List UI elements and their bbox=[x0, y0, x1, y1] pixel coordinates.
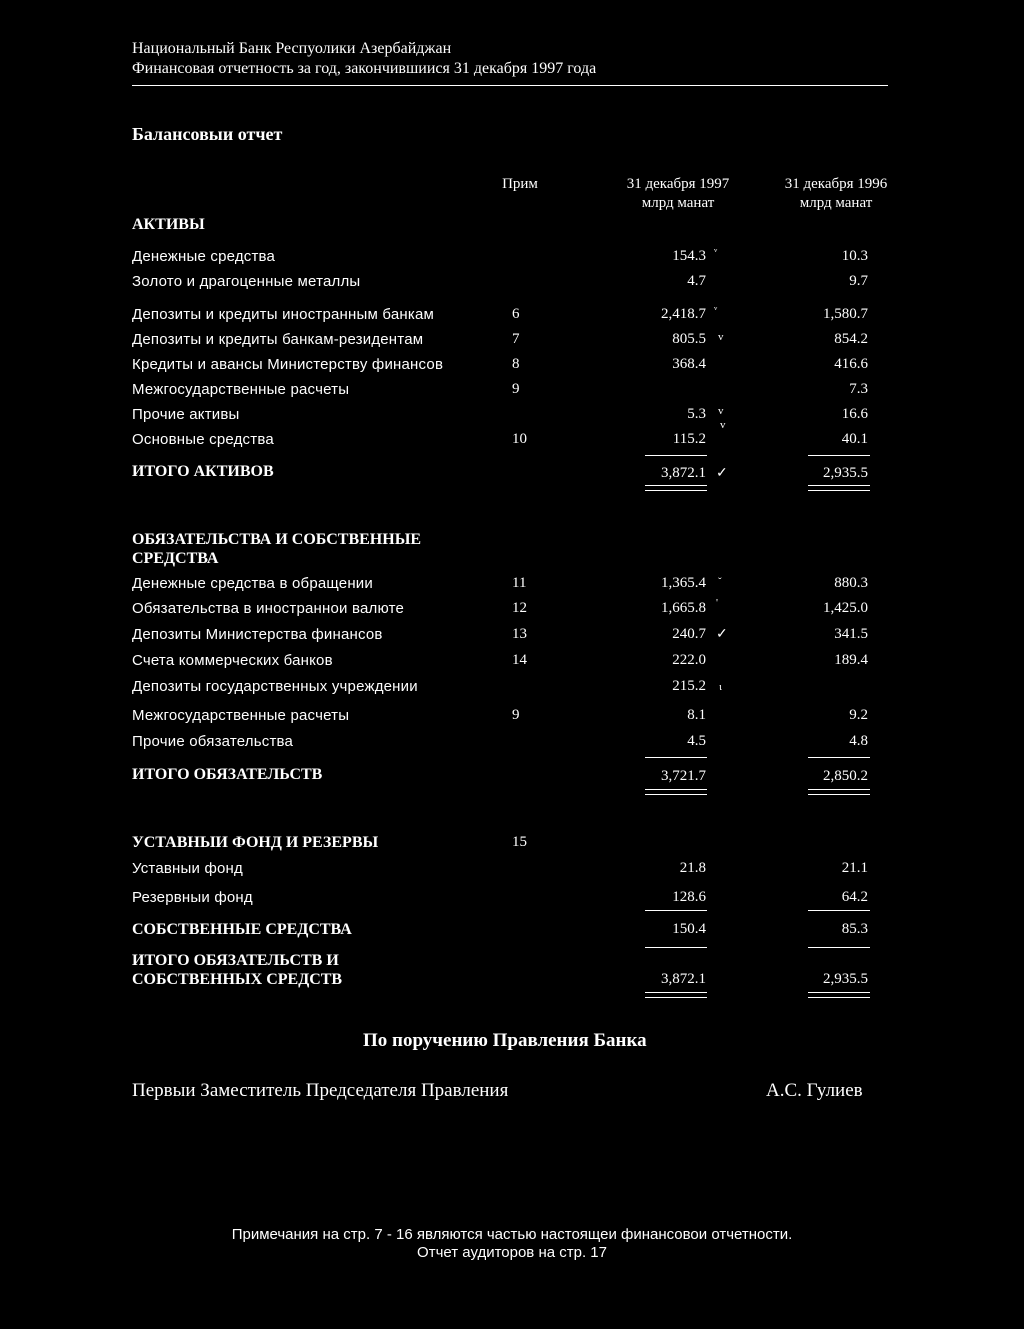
liability-1996: 880.3 bbox=[834, 575, 868, 591]
report-subtitle: Финансовая отчетность за год, закончившиися 31 декабря 1997 года bbox=[132, 60, 597, 77]
liability-label: Прочие обязательства bbox=[132, 733, 294, 750]
total-double-rule bbox=[645, 789, 707, 795]
subtotal-rule bbox=[808, 757, 870, 758]
liability-note: 13 bbox=[512, 626, 527, 642]
liabilities-heading-line2: СРЕДСТВА bbox=[132, 550, 219, 567]
asset-note: 10 bbox=[512, 431, 527, 447]
liability-1997: 8.1 bbox=[687, 707, 706, 723]
col-1997-date: 31 декабря 1997 bbox=[626, 176, 730, 192]
footer-auditors: Отчет аудиторов на стр. 17 bbox=[417, 1244, 607, 1261]
grand-total-label-line1: ИТОГО ОБЯЗАТЕЛЬСТВ И bbox=[132, 952, 339, 969]
asset-label: Основные средства bbox=[132, 431, 274, 448]
grand-total-label-line2: СОБСТВЕННЫХ СРЕДСТВ bbox=[132, 971, 343, 988]
subtotal-rule bbox=[808, 455, 870, 456]
asset-note: 8 bbox=[512, 356, 520, 372]
asset-1996: 1,580.7 bbox=[823, 306, 868, 322]
liability-1996: 341.5 bbox=[834, 626, 868, 642]
asset-label: Прочие активы bbox=[132, 406, 240, 423]
col-header-1996 bbox=[776, 175, 896, 213]
check-mark: ✓ bbox=[716, 466, 728, 481]
total-double-rule bbox=[645, 485, 707, 491]
asset-1997: 154.3 bbox=[672, 248, 706, 264]
liability-label: Денежные средства в обращении bbox=[132, 575, 373, 592]
liability-1996: 189.4 bbox=[834, 652, 868, 668]
col-1997-unit: млрд манат bbox=[641, 195, 715, 211]
header-rule bbox=[132, 85, 888, 86]
liability-note: 11 bbox=[512, 575, 527, 591]
check-mark: ᵛ bbox=[714, 304, 718, 316]
own-funds-1996: 85.3 bbox=[841, 921, 868, 937]
subtotal-rule bbox=[645, 455, 707, 456]
footer-notes: Примечания на стр. 7 - 16 являются частью настоящеи финансовои отчетности. bbox=[231, 1226, 793, 1243]
asset-1997: 805.5 bbox=[672, 331, 706, 347]
subtotal-rule bbox=[645, 757, 707, 758]
liability-1996: 9.2 bbox=[849, 707, 868, 723]
equity-1997: 21.8 bbox=[679, 860, 706, 876]
board-order-line: По поручению Правления Банка bbox=[363, 1030, 647, 1051]
signatory-position: Первыи Заместитель Председателя Правления bbox=[132, 1080, 509, 1101]
liability-1997: 4.5 bbox=[687, 733, 706, 749]
assets-total-1996: 2,935.5 bbox=[823, 465, 868, 481]
equity-1997: 128.6 bbox=[672, 889, 706, 905]
total-double-rule bbox=[808, 992, 870, 998]
liability-1997: 215.2 bbox=[672, 678, 706, 694]
liability-1997: 1,665.8 bbox=[661, 600, 706, 616]
liabilities-heading-line1: ОБЯЗАТЕЛЬСТВА И СОБСТВЕННЫЕ bbox=[132, 531, 422, 548]
bank-name: Национальный Банк Респуолики Азербайджан bbox=[132, 40, 452, 57]
equity-1996: 64.2 bbox=[841, 889, 868, 905]
asset-label: Кредиты и авансы Министерству финансов bbox=[132, 356, 444, 373]
total-double-rule bbox=[808, 485, 870, 491]
subtotal-rule bbox=[808, 947, 870, 948]
check-mark: v bbox=[718, 405, 724, 417]
liability-note: 12 bbox=[512, 600, 527, 616]
page-title: Балансовыи отчет bbox=[132, 124, 283, 144]
own-funds-1997: 150.4 bbox=[672, 921, 706, 937]
asset-label: Депозиты и кредиты банкам-резидентам bbox=[132, 331, 424, 348]
check-mark: ι bbox=[719, 681, 722, 693]
subtotal-rule bbox=[808, 910, 870, 911]
equity-label: Резервныи фонд bbox=[132, 889, 253, 906]
asset-1997: 5.3 bbox=[687, 406, 706, 422]
grand-total-1997: 3,872.1 bbox=[661, 971, 706, 987]
liabilities-total-1997: 3,721.7 bbox=[661, 768, 706, 784]
subtotal-rule bbox=[645, 947, 707, 948]
liability-note: 14 bbox=[512, 652, 527, 668]
own-funds-label: СОБСТВЕННЫЕ СРЕДСТВА bbox=[132, 921, 352, 938]
asset-1997: 368.4 bbox=[672, 356, 706, 372]
asset-note: 6 bbox=[512, 306, 520, 322]
asset-label: Депозиты и кредиты иностранным банкам bbox=[132, 306, 434, 323]
liability-1996: 4.8 bbox=[849, 733, 868, 749]
liability-label: Обязательства в иностраннои валюте bbox=[132, 600, 405, 617]
asset-1996: 10.3 bbox=[841, 248, 868, 264]
asset-label: Межгосударственные расчеты bbox=[132, 381, 350, 398]
check-mark: ˇ bbox=[718, 576, 722, 588]
liability-label: Счета коммерческих банков bbox=[132, 652, 333, 669]
liability-label: Межгосударственные расчеты bbox=[132, 707, 350, 724]
asset-note: 9 bbox=[512, 381, 520, 397]
col-1996-unit: млрд манат bbox=[799, 195, 873, 211]
liabilities-total-1996: 2,850.2 bbox=[823, 768, 868, 784]
assets-total-1997: 3,872.1 bbox=[661, 465, 706, 481]
total-double-rule bbox=[645, 992, 707, 998]
col-header-note: Прим bbox=[502, 176, 538, 192]
grand-total-label bbox=[132, 951, 342, 989]
liabilities-total-label: ИТОГО ОБЯЗАТЕЛЬСТВ bbox=[132, 766, 323, 783]
liability-1997: 240.7 bbox=[672, 626, 706, 642]
asset-label: Денежные средства bbox=[132, 248, 276, 265]
col-1996-date: 31 декабря 1996 bbox=[784, 176, 888, 192]
assets-heading: АКТИВЫ bbox=[132, 216, 205, 233]
liabilities-heading bbox=[132, 530, 421, 568]
grand-total-1996: 2,935.5 bbox=[823, 971, 868, 987]
asset-1996: 16.6 bbox=[841, 406, 868, 422]
check-mark: ᵛ bbox=[714, 246, 718, 258]
asset-1996: 854.2 bbox=[834, 331, 868, 347]
asset-1996: 40.1 bbox=[841, 431, 868, 447]
liability-1997: 222.0 bbox=[672, 652, 706, 668]
asset-1997: 2,418.7 bbox=[661, 306, 706, 322]
equity-heading-note: 15 bbox=[512, 834, 527, 850]
equity-label: Уставныи фонд bbox=[132, 860, 243, 877]
liability-1997: 1,365.4 bbox=[661, 575, 706, 591]
asset-1996: 416.6 bbox=[834, 356, 868, 372]
liability-note: 9 bbox=[512, 707, 520, 723]
asset-1996: 7.3 bbox=[849, 381, 868, 397]
asset-note: 7 bbox=[512, 331, 520, 347]
equity-1996: 21.1 bbox=[841, 860, 868, 876]
liability-label: Депозиты Министерства финансов bbox=[132, 626, 383, 643]
total-double-rule bbox=[808, 789, 870, 795]
check-mark: v bbox=[720, 419, 726, 431]
asset-label: Золото и драгоценные металлы bbox=[132, 273, 361, 290]
equity-heading: УСТАВНЫИ ФОНД И РЕЗЕРВЫ bbox=[132, 834, 379, 851]
signatory-name: А.С. Гулиев bbox=[766, 1080, 863, 1101]
liability-1996: 1,425.0 bbox=[823, 600, 868, 616]
subtotal-rule bbox=[645, 910, 707, 911]
assets-total-label: ИТОГО АКТИВОВ bbox=[132, 463, 274, 480]
asset-1997: 115.2 bbox=[672, 431, 706, 447]
asset-1997: 4.7 bbox=[687, 273, 706, 289]
check-mark: v bbox=[718, 331, 724, 343]
col-header-1997 bbox=[618, 175, 738, 213]
check-mark: ✓ bbox=[716, 627, 728, 642]
liability-label: Депозиты государственных учреждении bbox=[132, 678, 418, 695]
asset-1996: 9.7 bbox=[849, 273, 868, 289]
check-mark: ' bbox=[716, 597, 718, 609]
